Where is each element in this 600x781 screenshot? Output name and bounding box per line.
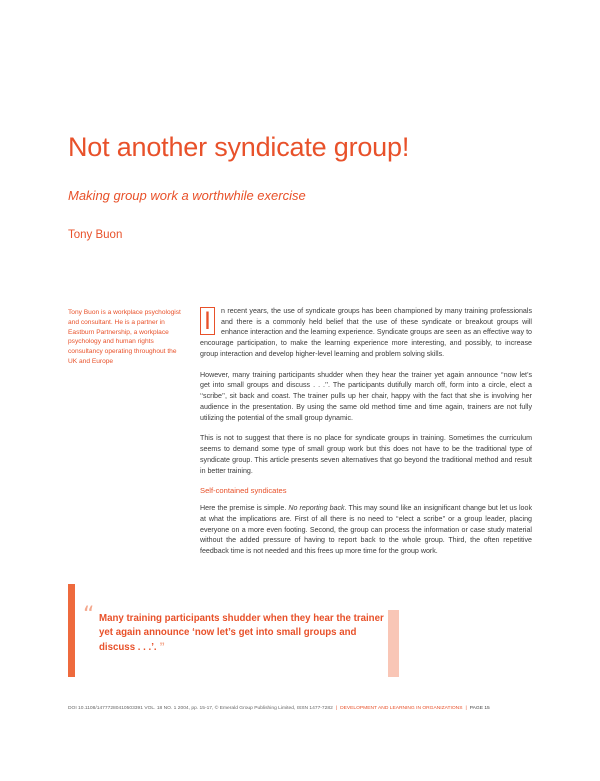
paragraph-4-italic: No reporting back xyxy=(288,504,345,513)
open-quote-mark: “ xyxy=(83,603,95,628)
footer-journal: DEVELOPMENT AND LEARNING IN ORGANIZATIONS xyxy=(340,706,463,711)
paragraph-1 xyxy=(200,306,532,360)
footer-separator-1: | xyxy=(335,706,338,711)
section-heading: Self-contained syndicates xyxy=(200,486,287,496)
pull-quote-text: Many training participants shudder when they hear the trainer yet again announce ‘now let’s get into small groups and discuss . . .’. xyxy=(99,613,384,654)
author-name: Tony Buon xyxy=(68,229,123,241)
article-subtitle: Making group work a worthwhile exercise xyxy=(68,188,306,203)
footer-separator-2: | xyxy=(465,706,467,711)
article-body xyxy=(200,306,532,567)
footer-citation: DOI 10.1108/14777280410503391 VOL. 18 NO. 1 2004, pp. 15-17, © Emerald Group Publishing Limited, ISSN 1477-7282 xyxy=(68,706,333,711)
paragraph-2: However, many training participants shudder when they hear the trainer yet again announce ‘‘now let’s get into small groups and discuss . . .’’. The participants dutifully march off, form into a circle, elect a ‘‘scribe’’, sit back and coast. The trainer pulls up her chair, happy with the fact that she is involving her audience in the presentation. By using the same old method time and time again, trainers are not fully utilizing the potential of the small group dynamic. xyxy=(200,370,532,422)
paragraph-4 xyxy=(200,503,532,557)
paragraph-3: This is not to suggest that there is no place for syndicate groups in training. Sometimes the curriculum seems to demand some type of small group work but this does not have to be the traditional type of syndicate group. This article presents seven alternatives that go beyond the traditional method and result in better training. xyxy=(200,434,532,475)
paragraph-4-post: . This may sound like an insignificant change but let us look at what the implications are. First of all there is no need to ‘‘elect a scribe’’ or a group leader, placing everyone on a more even footing. Second, the group can process the information or case study material without the added pressure of having to report back to the whole group. Third, the often repetitive feedback time is not needed and this frees up more time for the group work. xyxy=(200,504,532,555)
footer-page-number: PAGE 15 xyxy=(469,706,490,711)
close-quote-mark: ” xyxy=(159,641,165,654)
author-bio: Tony Buon is a workplace psychologist and consultant. He is a partner in Eastburn Partnership, a workplace psychology and human rights consultancy operating throughout the UK and Europe xyxy=(68,309,181,365)
dropcap: I xyxy=(200,307,215,335)
pull-quote xyxy=(99,612,384,655)
page-footer xyxy=(68,706,490,711)
paragraph-1-text: n recent years, the use of syndicate groups has been championed by many training professionals and there is a commonly held belief that the use of these syndicate or breakout groups will enhance interaction and the learning experience. Syndicate groups are seen as an effective way to encourage participation, to make the learning experience more interesting, and possibly, to increase group interaction and develop higher-level learning and problem solving skills. xyxy=(200,307,532,358)
pull-quote-bar-right xyxy=(388,610,399,677)
pull-quote-bar-left xyxy=(68,584,75,677)
paragraph-4-pre: Here the premise is simple. xyxy=(200,504,289,513)
article-title: Not another syndicate group! xyxy=(68,132,410,162)
